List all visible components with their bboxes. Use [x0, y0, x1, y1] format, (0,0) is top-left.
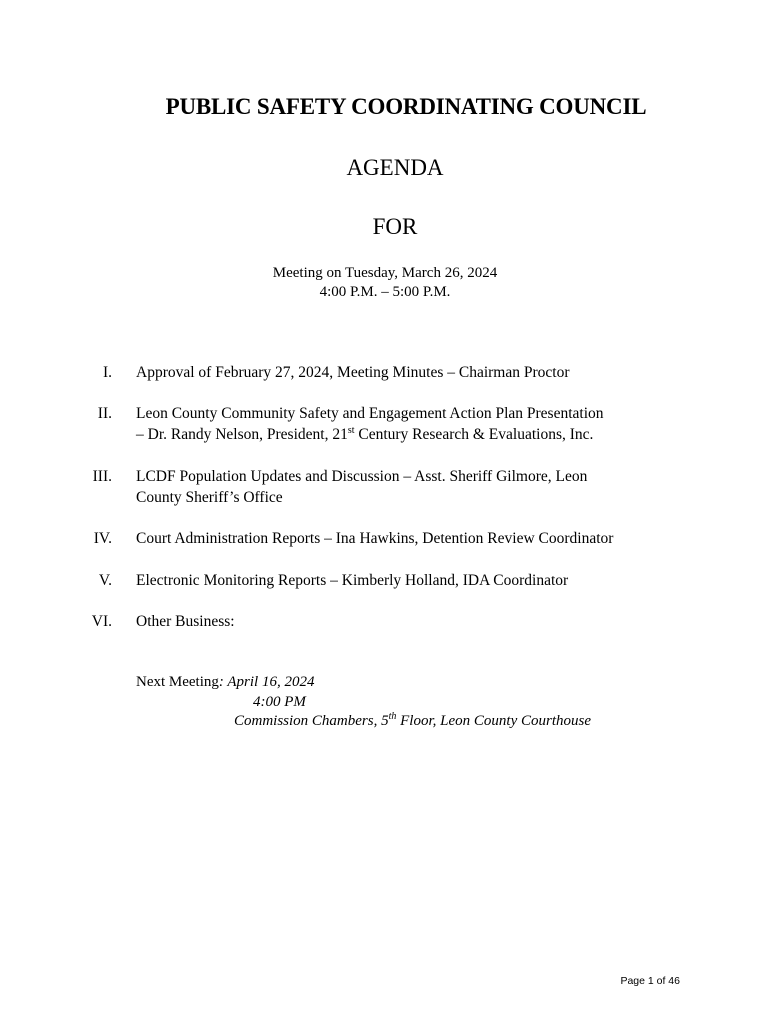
item-line-part: Century Research & Evaluations, Inc. — [354, 426, 594, 443]
document-title: PUBLIC SAFETY COORDINATING COUNCIL — [165, 94, 647, 119]
for-heading: FOR — [372, 214, 418, 239]
next-meeting-date: : April 16, 2024 — [218, 674, 315, 690]
item-line: Other Business: — [136, 613, 235, 630]
item-number: V. — [98, 572, 112, 589]
item-text — [136, 466, 696, 508]
next-meeting — [136, 673, 591, 729]
item-text — [136, 611, 696, 632]
next-meeting-time: 4:00 PM — [253, 693, 306, 710]
ordinal-suffix: th — [388, 711, 397, 722]
location-part: Commission Chambers, 5 — [234, 713, 389, 729]
item-line-part: – Dr. Randy Nelson, President, 21 — [136, 426, 348, 443]
item-number: VI. — [91, 613, 112, 630]
item-number: I. — [102, 364, 112, 381]
ordinal-suffix: st — [347, 424, 355, 436]
item-text — [136, 403, 696, 445]
location-part: Floor, Leon County Courthouse — [396, 713, 591, 729]
agenda-heading: AGENDA — [346, 155, 444, 180]
item-text — [136, 528, 696, 549]
item-line: Electronic Monitoring Reports – Kimberly Holland, IDA Coordinator — [136, 572, 569, 589]
meeting-date: Meeting on Tuesday, March 26, 2024 — [272, 265, 498, 281]
item-line: Leon County Community Safety and Engagement Action Plan Presentation — [136, 405, 604, 422]
item-number: II. — [97, 405, 112, 422]
item-number: III. — [92, 468, 112, 485]
next-meeting-location — [234, 712, 591, 732]
meeting-time: 4:00 P.M. – 5:00 P.M. — [319, 284, 451, 300]
item-line: Court Administration Reports – Ina Hawkins, Detention Review Coordinator — [136, 530, 614, 547]
item-text — [136, 570, 696, 591]
item-number: IV. — [93, 530, 112, 547]
item-line — [136, 424, 696, 445]
item-line: Approval of February 27, 2024, Meeting Minutes – Chairman Proctor — [136, 364, 570, 381]
next-meeting-label: Next Meeting — [136, 674, 219, 690]
item-line: County Sheriff’s Office — [136, 489, 283, 506]
item-text — [136, 362, 696, 383]
page-number: Page 1 of 46 — [620, 975, 680, 987]
item-line: LCDF Population Updates and Discussion – Asst. Sheriff Gilmore, Leon — [136, 468, 588, 485]
